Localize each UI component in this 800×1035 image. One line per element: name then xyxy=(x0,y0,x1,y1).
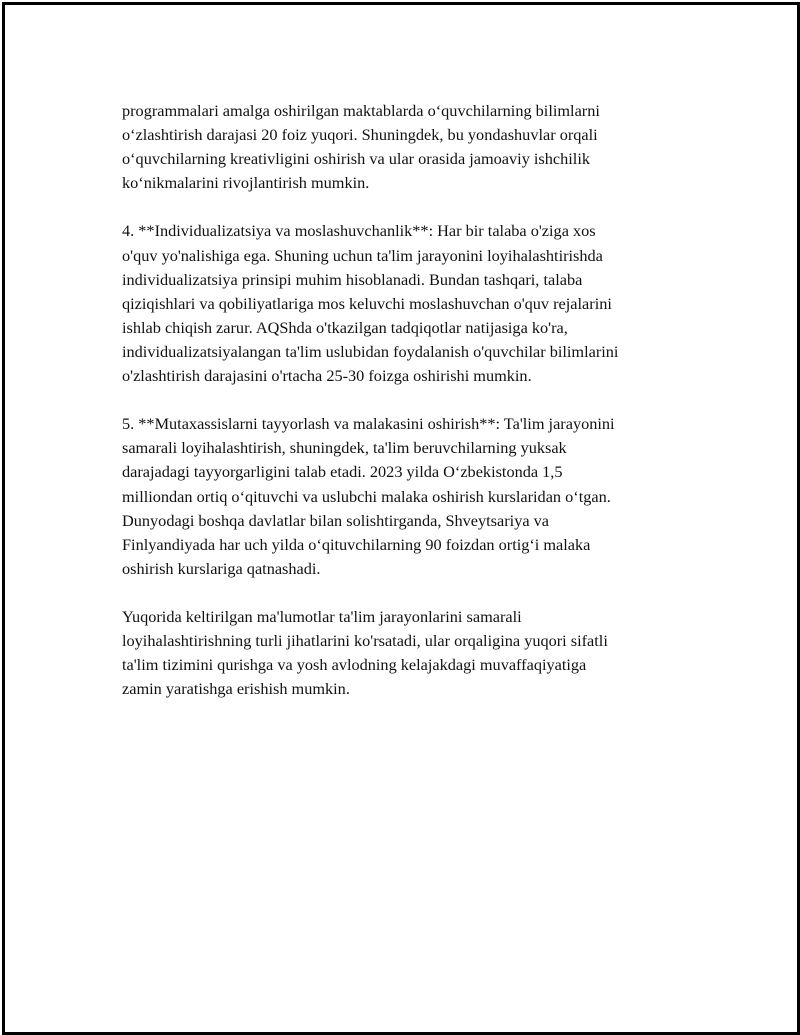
paragraph-continuation: programmalari amalga oshirilgan maktablarda o‘quvchilarning bilimlarni o‘zlashtirish darajasi 20 foiz yuqori. Shuningdek, bu yondashuvlar orqali o‘quvchilarning kreativligini oshirish va ular orasida jamoaviy ishchilik ko‘nikmalarini rivojlantirish mumkin. xyxy=(122,101,600,193)
page-body xyxy=(122,99,702,725)
paragraph-specialist-training: 5. **Mutaxassislarni tayyorlash va malakasini oshirish**: Ta'lim jarayonini samarali loyihalashtirish, shuningdek, ta'lim beruvchilarning yuksak darajadagi tayyorgarligini talab etadi. 2023 yilda O‘zbekistonda 1,5 milliondan ortiq o‘qituvchi va uslubchi malaka oshirish kurslaridan o‘tgan. Dunyodagi boshqa davlatlar bilan solishtirganda, Shveytsariya va Finlyandiyada har uch yilda o‘qituvchilarning 90 foizdan ortig‘i malaka oshirish kurslariga qatnashadi. xyxy=(122,414,615,578)
paragraph-conclusion: Yuqorida keltirilgan ma'lumotlar ta'lim jarayonlarini samarali loyihalashtirishning turli jihatlarini ko'rsatadi, ular orqaligina yuqori sifatli ta'lim tizimini qurishga va yosh avlodning kelajakdagi muvaffaqiyatiga zamin yaratishga erishish mumkin. xyxy=(122,606,608,699)
paragraph-individualization: 4. **Individualizatsiya va moslashuvchanlik**: Har bir talaba o'ziga xos o'quv yo'nalishiga ega. Shuning uchun ta'lim jarayonini loyihalashtirishda individualizatsiya prinsipi muhim hisoblanadi. Bundan tashqari, talaba qiziqishlari va qobiliyatlariga mos keluvchi moslashuvchan o'quv rejalarini ishlab chiqish zarur. AQShda o'tkazilgan tadqiqotlar natijasiga ko'ra, individualizatsiyalangan ta'lim uslubidan foydalanish o'quvchilar bilimlarini o'zlashtirish darajasini o'rtacha 25-30 foizga oshirishi mumkin. xyxy=(122,221,619,386)
page-border xyxy=(2,2,800,1035)
